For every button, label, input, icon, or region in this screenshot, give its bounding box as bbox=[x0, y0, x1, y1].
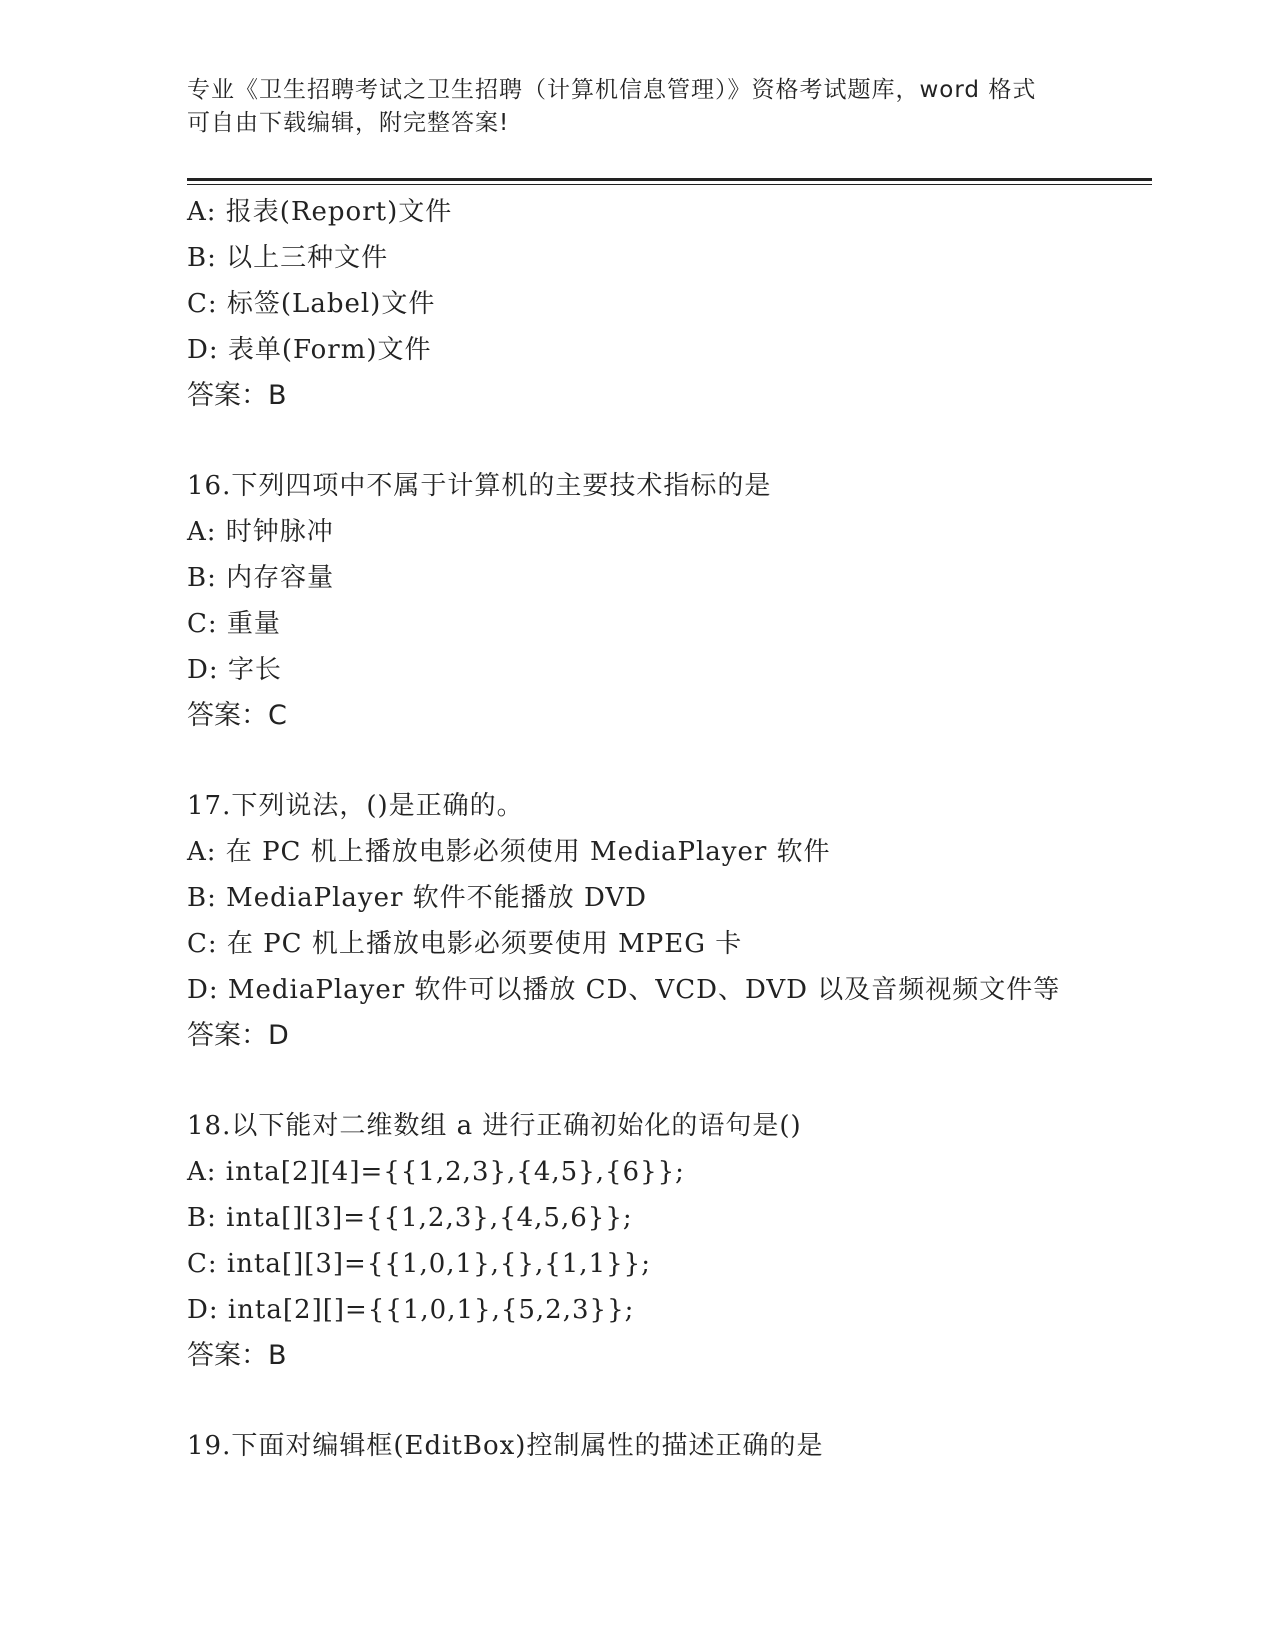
question-block-16 bbox=[187, 463, 1152, 739]
question-block-15 bbox=[187, 189, 1152, 419]
option-d: D: MediaPlayer 软件可以播放 CD、VCD、DVD 以及音频视频文件等 bbox=[187, 975, 1061, 1005]
answer-line: 答案：B bbox=[187, 380, 287, 411]
question-block-17 bbox=[187, 783, 1152, 1059]
option-b: B: MediaPlayer 软件不能播放 DVD bbox=[187, 883, 647, 913]
option-d: D: inta[2][]={{1,0,1},{5,2,3}}; bbox=[187, 1295, 635, 1325]
header-divider-thin bbox=[187, 184, 1152, 185]
answer-line: 答案：C bbox=[187, 700, 287, 731]
option-c: C: 标签(Label)文件 bbox=[187, 289, 436, 319]
answer-line: 答案：D bbox=[187, 1020, 289, 1051]
option-a: A: 在 PC 机上播放电影必须使用 MediaPlayer 软件 bbox=[187, 837, 831, 867]
option-c: C: 在 PC 机上播放电影必须要使用 MPEG 卡 bbox=[187, 929, 743, 959]
option-c: C: 重量 bbox=[187, 609, 281, 639]
option-a: A: 时钟脉冲 bbox=[187, 517, 334, 547]
question-block-19 bbox=[187, 1423, 1152, 1469]
option-c: C: inta[][3]={{1,0,1},{},{1,1}}; bbox=[187, 1249, 651, 1279]
question-text: 18.以下能对二维数组 a 进行正确初始化的语句是() bbox=[187, 1111, 802, 1141]
option-a: A: inta[2][4]={{1,2,3},{4,5},{6}}; bbox=[187, 1157, 685, 1187]
option-a: A: 报表(Report)文件 bbox=[187, 197, 453, 227]
header-line-2: 可自由下载编辑，附完整答案! bbox=[187, 110, 510, 136]
answer-line: 答案：B bbox=[187, 1340, 287, 1371]
question-text: 16.下列四项中不属于计算机的主要技术指标的是 bbox=[187, 471, 772, 501]
question-list bbox=[187, 189, 1152, 1469]
option-b: B: 以上三种文件 bbox=[187, 243, 389, 273]
option-b: B: inta[][3]={{1,2,3},{4,5,6}}; bbox=[187, 1203, 633, 1233]
question-block-18 bbox=[187, 1103, 1152, 1379]
question-text: 19.下面对编辑框(EditBox)控制属性的描述正确的是 bbox=[187, 1431, 824, 1461]
option-d: D: 表单(Form)文件 bbox=[187, 335, 432, 365]
header-divider-thick bbox=[187, 178, 1152, 181]
document-header bbox=[187, 74, 1087, 140]
option-b: B: 内存容量 bbox=[187, 563, 335, 593]
option-d: D: 字长 bbox=[187, 655, 282, 685]
question-text: 17.下列说法，()是正确的。 bbox=[187, 791, 524, 821]
header-line-1: 专业《卫生招聘考试之卫生招聘（计算机信息管理）》资格考试题库，word 格式 bbox=[187, 77, 1037, 103]
